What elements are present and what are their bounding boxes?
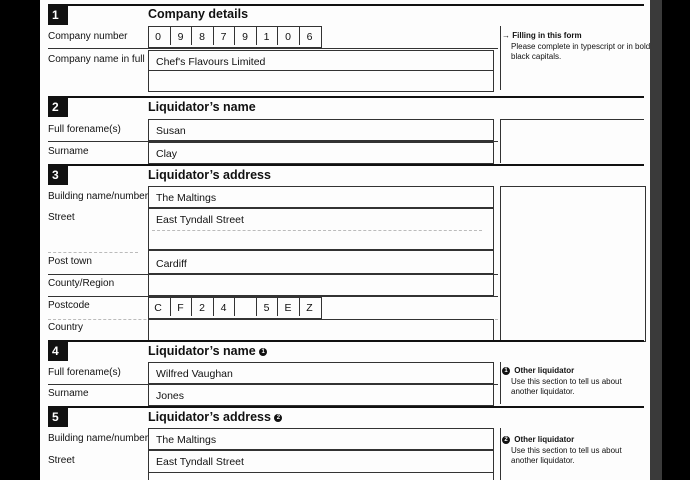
note-divider	[500, 362, 501, 404]
other-liquidator-note-1-title	[502, 366, 574, 375]
section-1-bar	[48, 4, 644, 6]
filling-note-title	[502, 31, 582, 40]
surname-value: Clay	[156, 148, 178, 160]
arrow-right-icon: →	[502, 31, 510, 40]
section-5-title-text: Liquidator’s address	[148, 410, 271, 424]
street-2-value: East Tyndall Street	[156, 456, 244, 468]
surname-2-label: Surname	[48, 388, 89, 399]
street-2-line-divider	[148, 472, 494, 473]
building-2-label: Building name/number	[48, 433, 149, 444]
note-marker-2-icon: 2	[502, 436, 510, 444]
section-3-number: 3	[48, 165, 68, 185]
country-field[interactable]	[148, 319, 494, 341]
note-divider	[500, 119, 501, 163]
company-number-digit-cell: 9	[170, 27, 191, 45]
postcode-char-cell	[234, 298, 255, 316]
filling-note-title-text: Filling in this form	[512, 31, 582, 40]
section-4-bar	[48, 340, 644, 342]
note-marker-1-icon: 1	[259, 348, 267, 356]
county-field[interactable]	[148, 274, 494, 296]
note-marker-2-icon: 2	[274, 414, 282, 422]
postcode-char-cell: 5	[256, 298, 277, 316]
note-divider	[500, 428, 501, 480]
forename-value: Susan	[156, 125, 186, 137]
other-liquidator-note-1-title-text: Other liquidator	[514, 366, 575, 375]
page-edge-shadow	[650, 0, 662, 480]
postcode-label: Postcode	[48, 300, 90, 311]
section-2-bar	[48, 96, 644, 98]
country-label: Country	[48, 322, 84, 333]
building-value: The Maltings	[156, 192, 217, 204]
company-number-digit-cell: 9	[234, 27, 255, 45]
postcode-char-cell: 2	[191, 298, 212, 316]
surname-2-value: Jones	[156, 390, 185, 402]
section-3-title: Liquidator’s address	[148, 168, 271, 182]
note-divider	[500, 26, 501, 90]
note-box	[500, 186, 646, 342]
forename-2-value: Wilfred Vaughan	[156, 368, 233, 380]
section-5-bar	[48, 406, 644, 408]
street-2-label: Street	[48, 455, 75, 466]
section-2-title: Liquidator’s name	[148, 100, 256, 114]
other-liquidator-note-1-body: Use this section to tell us about another liquidator.	[511, 377, 622, 396]
post-town-field[interactable]	[148, 250, 494, 274]
other-liquidator-note-2-body: Use this section to tell us about another liquidator.	[511, 446, 622, 465]
company-name-label: Company name in full	[48, 54, 145, 65]
forename-2-label: Full forename(s)	[48, 367, 121, 378]
company-number-digit-cell: 0	[277, 27, 298, 45]
post-town-value: Cardiff	[156, 258, 187, 270]
section-4-number: 4	[48, 341, 68, 361]
street-line-divider	[152, 230, 482, 232]
company-number-digit-cell: 0	[155, 31, 161, 43]
street-value: East Tyndall Street	[156, 214, 244, 226]
company-name-value: Chef's Flavours Limited	[156, 56, 266, 68]
surname-label: Surname	[48, 146, 89, 157]
section-1-number: 1	[48, 5, 68, 25]
surname-2-field[interactable]	[148, 384, 494, 406]
company-number-digit-cell: 7	[213, 27, 234, 45]
other-liquidator-note-2-title-text: Other liquidator	[514, 435, 575, 444]
post-town-label: Post town	[48, 256, 92, 267]
section-2-number: 2	[48, 97, 68, 117]
company-name-line-divider	[148, 70, 494, 71]
section-3-bar	[48, 164, 644, 166]
postcode-char-cell: Z	[299, 298, 320, 316]
other-liquidator-note-2-title	[502, 435, 574, 444]
section-5-number: 5	[48, 407, 68, 427]
surname-field[interactable]	[148, 142, 494, 164]
company-number-digit-cell: 1	[256, 27, 277, 45]
company-number-label: Company number	[48, 31, 128, 42]
street-label: Street	[48, 212, 75, 223]
divider	[48, 252, 138, 254]
company-number-digit-cell: 6	[299, 27, 320, 45]
section-4-title-text: Liquidator’s name	[148, 344, 256, 358]
postcode-char-cell: C	[154, 302, 162, 314]
forename-label: Full forename(s)	[48, 124, 121, 135]
section-1-title: Company details	[148, 7, 249, 21]
note-box-top	[500, 119, 644, 120]
section-4-title	[148, 344, 269, 358]
postcode-char-cell: 4	[213, 298, 234, 316]
forename-field[interactable]	[148, 119, 494, 141]
divider	[48, 48, 498, 49]
postcode-char-cell: E	[277, 298, 298, 316]
form-page	[40, 0, 650, 480]
building-2-value: The Maltings	[156, 434, 217, 446]
county-label: County/Region	[48, 278, 115, 289]
building-label: Building name/number	[48, 191, 149, 202]
section-5-title	[148, 410, 284, 424]
note-marker-1-icon: 1	[502, 367, 510, 375]
filling-note-body: Please complete in typescript or in bold black capitals.	[511, 42, 650, 61]
postcode-char-cell: F	[170, 298, 191, 316]
company-number-digit-cell: 8	[191, 27, 212, 45]
